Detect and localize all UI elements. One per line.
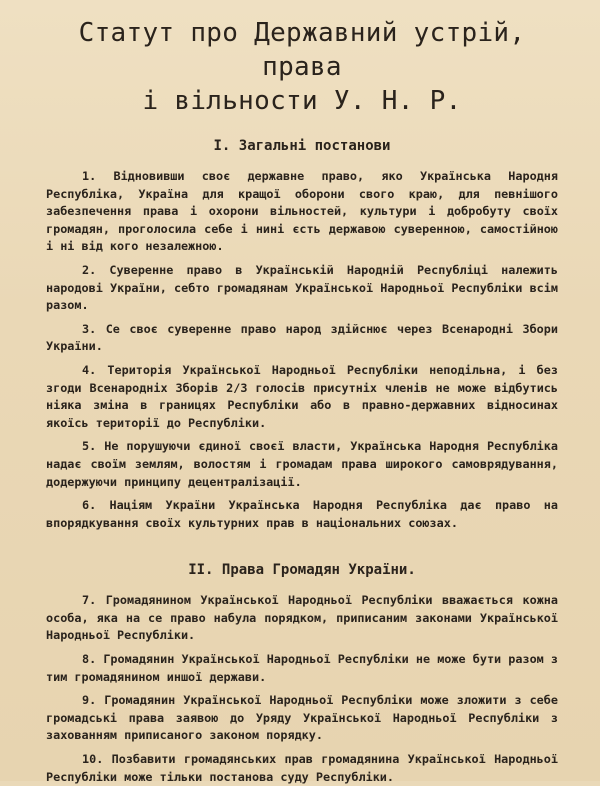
article-3: 3. Се своє суверенне право народ здійснює через Всенародні Збори України. [46, 321, 558, 354]
section-1-heading: I. Загальні постанови [213, 138, 391, 154]
title-line-2: і вільности У. Н. Р. [142, 86, 462, 116]
article-2: 2. Суверенне право в Українській Народній Республіці належить народові України, себто громадянам Української Народньої Республіки всім разом. [46, 262, 558, 313]
article-9: 9. Громадянин Української Народньої Республіки може зложити з себе громадські права заявою до Уряду Української Народньої Республіки з захованням приписаного законом порядку. [46, 693, 558, 743]
article-7: 7. Громадянином Української Народньої Республіки вважається кожна особа, яка на се право набула порядком, приписаним законами Української Народньої Республіки. [46, 593, 558, 643]
title-line-1: Статут про Державний устрій, права [78, 18, 526, 82]
article-1: 1. Відновивши своє державне право, яко Українська Народня Республіка, Україна для кращої оборони свого краю, для певнішого забезпечення права і охорони вільностей, культури і добробуту своїх громадян, проголосила себе і нині єсть державою суверенною, самостійною і ні від кого незалежною. [46, 169, 558, 254]
article-6: 6. Націям України Українська Народня Республіка дає право на впорядкування своїх культурних прав в національних союзах. [46, 498, 558, 530]
article-8: 8. Громадянин Української Народньої Республіки не може бути разом з тим громадянином иншої держави. [46, 652, 558, 684]
article-4: 4. Територія Української Народньої Республіки неподільна, і без згоди Всенародніх Зборів 2/3 голосів присутніх членів не може відбутись ніяка зміна в границях Республіки або в правно-державних відносинах якоїсь території до Республіки. [46, 362, 558, 430]
article-5: 5. Не порушуючи єдиної своєї власти, Українська Народня Республіка надає своїм землям, волостям і громадам права широкого самоврядування, додержуючи принципу децентралізації. [46, 439, 558, 489]
section-2-heading: II. Права Громадян України. [188, 562, 416, 579]
article-10: 10. Позбавити громадянських прав громадянина Української Народньої Республіки може тільки постанова суду Республіки. [46, 752, 558, 784]
document-title [46, 16, 558, 118]
